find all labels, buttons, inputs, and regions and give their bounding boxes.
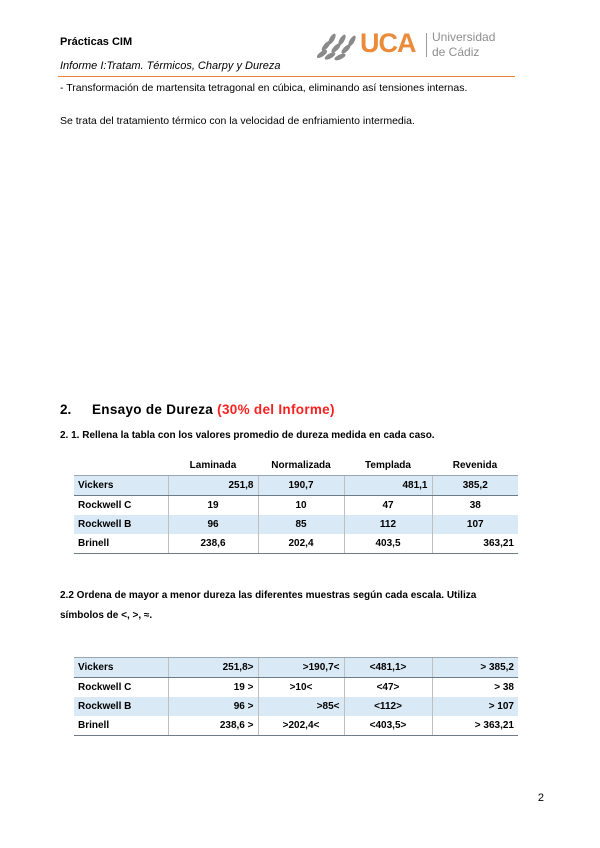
table-cell: 10	[258, 496, 344, 516]
table-cell: > 385,2	[432, 658, 518, 678]
table-row	[74, 658, 518, 678]
table-header-cell: Laminada	[189, 460, 237, 471]
page-number: 2	[537, 792, 544, 804]
table-cell: 47	[344, 496, 432, 516]
table-cell: 19 >	[168, 678, 258, 698]
table-row	[74, 515, 518, 534]
row-label: Brinell	[74, 534, 168, 554]
header-divider	[58, 76, 515, 77]
table-cell: 112	[344, 515, 432, 534]
section-weight-note: (30% del Informe)	[217, 402, 335, 417]
table-cell: >10<	[258, 678, 344, 698]
table-header-empty	[74, 456, 168, 476]
row-label: Rockwell B	[74, 515, 168, 534]
row-label: Brinell	[74, 716, 168, 736]
section-title	[92, 402, 335, 417]
table-row	[74, 496, 518, 516]
table-cell: 363,21	[432, 534, 518, 554]
table-row	[74, 476, 518, 496]
table-header-cell: Normalizada	[271, 460, 331, 471]
question-2-1: 2. 1. Rellena la tabla con los valores promedio de dureza medida en cada caso.	[60, 430, 435, 441]
header-subtitle: Informe I:Tratam. Térmicos, Charpy y Dureza	[60, 60, 281, 72]
table-cell: 38	[432, 496, 518, 516]
body-paragraph-2: Se trata del tratamiento térmico con la velocidad de enfriamiento intermedia.	[60, 115, 415, 127]
table-cell: > 363,21	[432, 716, 518, 736]
table-cell: > 38	[432, 678, 518, 698]
table-row	[74, 716, 518, 736]
row-label: Vickers	[74, 658, 168, 678]
table-cell: 202,4	[258, 534, 344, 554]
logo-name-line1: Universidad	[432, 30, 496, 44]
table-cell: 85	[258, 515, 344, 534]
table-row	[74, 697, 518, 716]
table-row	[74, 678, 518, 698]
table-cell: <47>	[344, 678, 432, 698]
table-cell: 481,1	[344, 476, 432, 496]
table-cell: 96 >	[168, 697, 258, 716]
question-2-2-line1: 2.2 Ordena de mayor a menor dureza las diferentes muestras según cada escala. Utiliza	[60, 590, 477, 601]
table-cell: 96	[168, 515, 258, 534]
header-course-title: Prácticas CIM	[60, 36, 133, 48]
table-cell: 238,6	[168, 534, 258, 554]
university-logo	[312, 24, 522, 68]
laurel-emblem-icon	[314, 30, 360, 64]
table-cell: >85<	[258, 697, 344, 716]
logo-name-line2: de Cádiz	[432, 45, 480, 59]
table-cell: 190,7	[258, 476, 344, 496]
table-cell: 385,2	[432, 476, 518, 496]
body-paragraph-1: - Transformación de martensita tetragonal en cúbica, eliminando así tensiones internas.	[60, 82, 468, 94]
row-label: Vickers	[74, 476, 168, 496]
table-cell: 238,6 >	[168, 716, 258, 736]
table-cell: 251,8>	[168, 658, 258, 678]
logo-brand-text: UCA	[360, 28, 416, 58]
table-header-row	[74, 456, 518, 476]
table-cell: 251,8	[168, 476, 258, 496]
hardness-order-table	[74, 657, 518, 736]
table-header-cell: Revenida	[452, 460, 498, 471]
row-label: Rockwell C	[78, 500, 132, 511]
table-cell: <403,5>	[344, 716, 432, 736]
table-row	[74, 534, 518, 554]
table-cell: 107	[432, 515, 518, 534]
table-cell: > 107	[432, 697, 518, 716]
table-cell: >190,7<	[258, 658, 344, 678]
row-label: Rockwell B	[74, 697, 168, 716]
table-cell: <112>	[344, 697, 432, 716]
table-cell: 19	[168, 496, 258, 516]
row-label: Rockwell C	[78, 682, 132, 693]
table-cell: >202,4<	[258, 716, 344, 736]
section-title-text: Ensayo de Dureza	[92, 402, 214, 417]
logo-separator	[426, 33, 427, 57]
hardness-values-table	[74, 456, 518, 554]
table-cell: <481,1>	[344, 658, 432, 678]
table-header-cell: Templada	[365, 460, 411, 471]
table-cell: 403,5	[344, 534, 432, 554]
question-2-2-line2: símbolos de <, >, ≈.	[60, 610, 153, 621]
section-number: 2.	[60, 402, 72, 417]
